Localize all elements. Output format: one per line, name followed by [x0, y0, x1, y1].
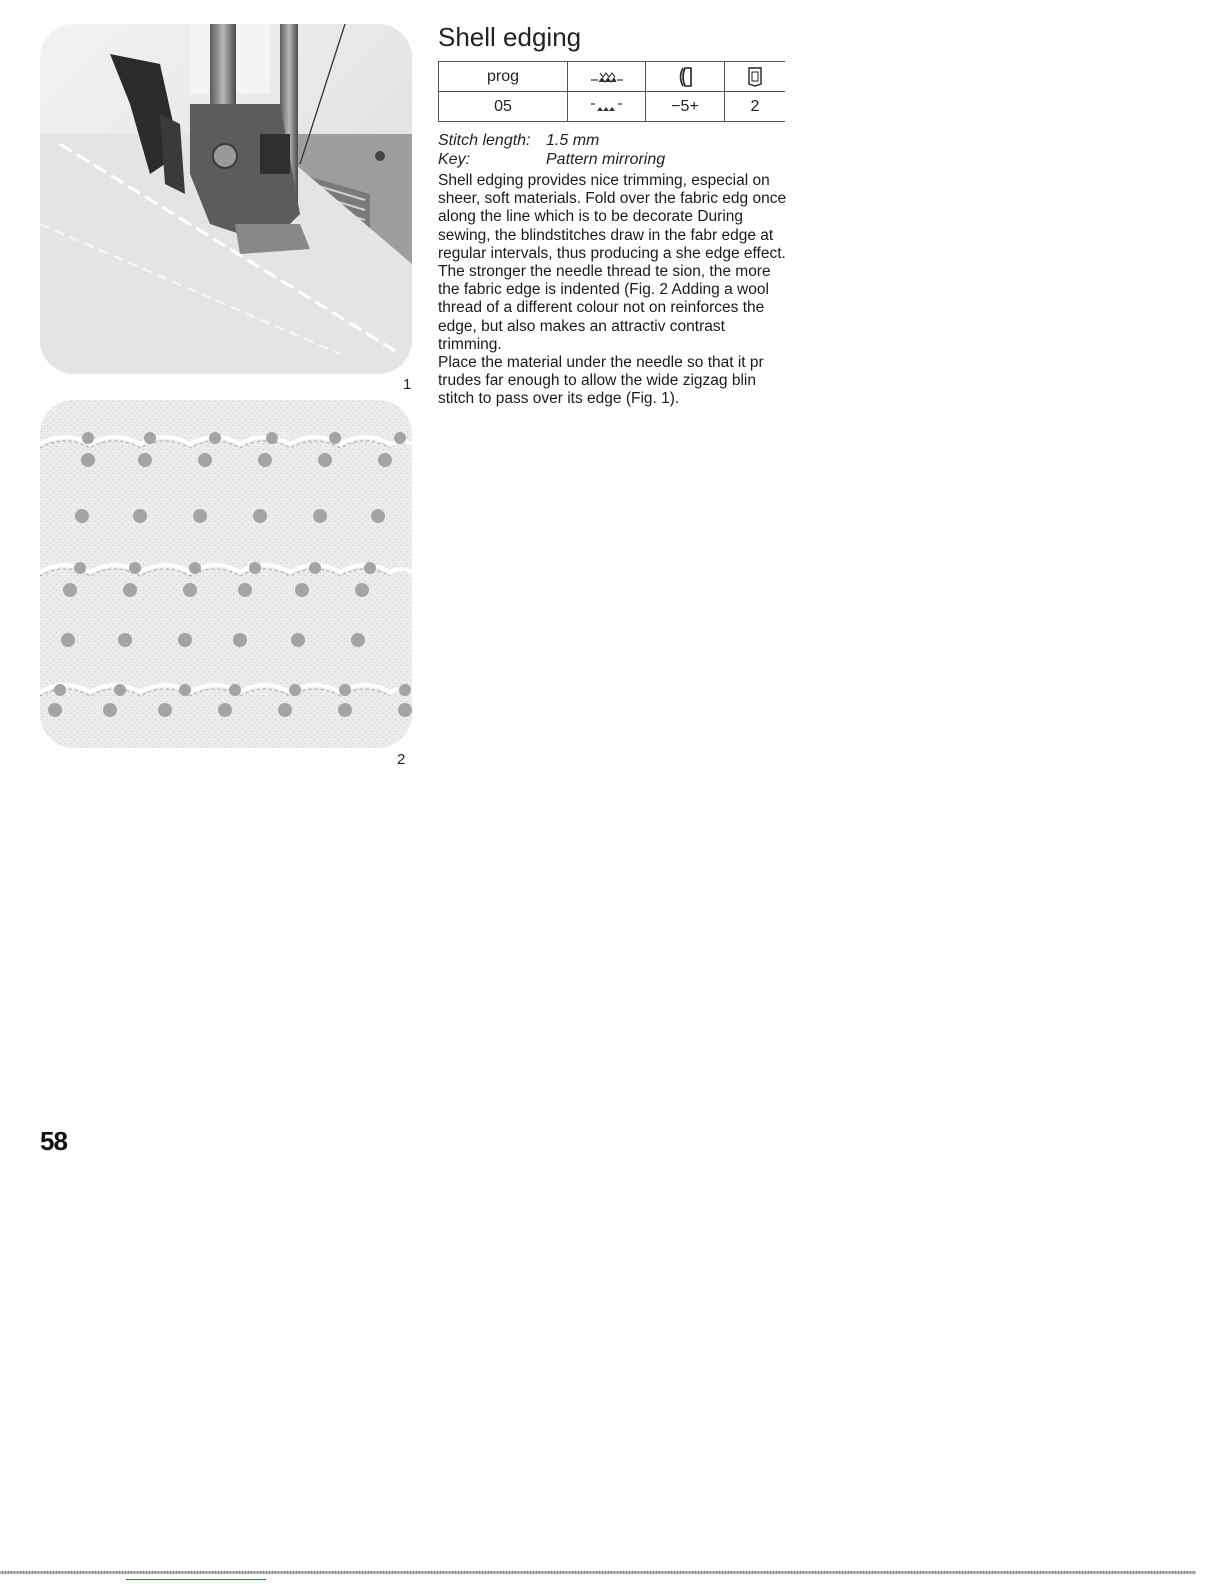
prog-value: 05	[439, 92, 568, 122]
bottom-link-underline	[126, 1579, 266, 1580]
stitch-length-label: Stitch length:	[438, 132, 531, 149]
settings-header-row	[439, 62, 786, 92]
body-paragraph-1: Shell edging provides nice trimming, especial on sheer, soft materials. Fold over the fabric edg once along the line which is to be decorate During sewing, the blindstitches draw in the fabr edge at regular intervals, thus producing a she edge effect. The stronger the needle thread te sion, the more the fabric edge is indented (Fig. 2 Adding a wool thread of a different colour not on reinforces the edge, but also makes an attractiv contrast trimming.	[438, 172, 787, 353]
presser-foot-illustration	[40, 24, 412, 374]
foot-value: 2	[725, 92, 786, 122]
key-row	[438, 150, 665, 169]
figure-1-number: 1	[403, 376, 412, 393]
needle-tension-icon	[646, 62, 725, 92]
key-label: Key:	[438, 151, 471, 168]
body-text	[438, 172, 788, 409]
figure-2-shell-edging-sample	[40, 400, 412, 748]
section-title: Shell edging	[438, 22, 582, 52]
bottom-rule	[0, 1571, 1196, 1574]
stitch-width-icon	[568, 62, 646, 92]
figure-1-presser-foot-photo	[40, 24, 412, 374]
figure-2-number: 2	[397, 751, 406, 768]
body-paragraph-2: Place the material under the needle so that it pr trudes far enough to allow the wide zigzag blin stitch to pass over its edge (Fig. 1).	[438, 354, 764, 408]
shell-stitch-icon	[568, 92, 646, 122]
shell-edging-sample-illustration	[40, 400, 412, 748]
page-number: 58	[40, 1126, 67, 1156]
settings-table	[438, 61, 785, 122]
presser-foot-icon	[725, 62, 786, 92]
stitch-length-value: 1.5 mm	[546, 132, 600, 149]
stitch-length-row	[438, 131, 665, 150]
stitch-meta	[438, 131, 665, 169]
key-value: Pattern mirroring	[546, 151, 666, 168]
prog-header: prog	[439, 62, 568, 92]
tension-value: −5+	[646, 92, 725, 122]
settings-value-row	[439, 92, 786, 122]
